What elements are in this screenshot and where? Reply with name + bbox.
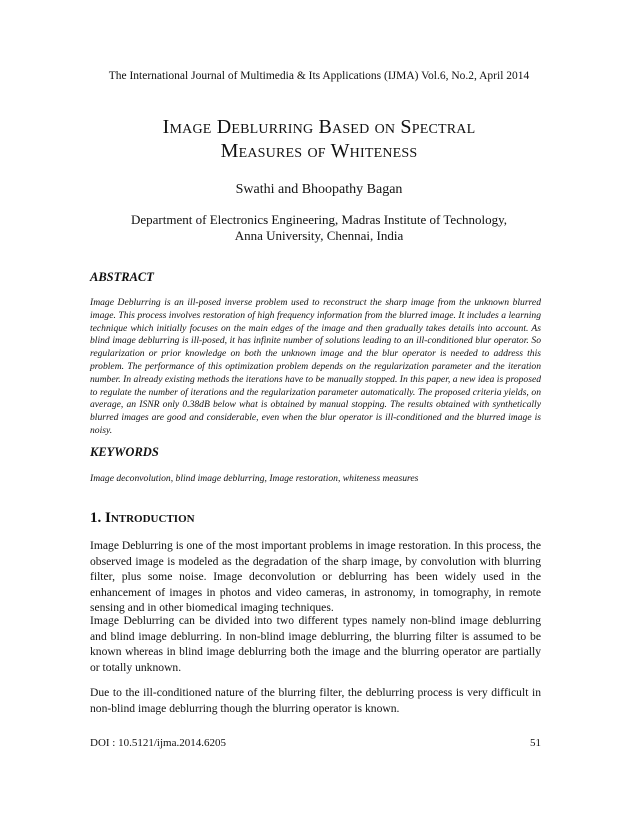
footer-doi: DOI : 10.5121/ijma.2014.6205 xyxy=(90,737,226,749)
abstract-heading: ABSTRACT xyxy=(90,270,154,284)
journal-header: The International Journal of Multimedia & Its Applications (IJMA) Vol.6, No.2, April 2014 xyxy=(108,70,530,82)
intro-paragraph-3: Due to the ill-conditioned nature of the blurring filter, the deblurring process is very difficult in non-blind image deblurring though the blurring operator is known. xyxy=(90,686,541,715)
introduction-heading: 1. Introduction xyxy=(90,510,195,526)
intro-paragraph-2: Image Deblurring can be divided into two different types namely non-blind image deblurring and blind image deblurring. In non-blind image deblurring, the blurring filter is assumed to be known whereas in blind image deblurring both the image and the blurring operator are partially or totally unknown. xyxy=(90,614,541,674)
affiliation-line-2: Anna University, Chennai, India xyxy=(234,228,404,243)
keywords-heading: KEYWORDS xyxy=(90,445,159,459)
paper-title xyxy=(0,115,638,163)
intro-paragraph-1: Image Deblurring is one of the most important problems in image restoration. In this process, the observed image is modeled as the degradation of the sharp image, by convolution with blurring filter, plus some noise. Image deconvolution or deblurring has been widely used in the enhancement of images in photos and video cameras, in astronomy, in tomography, in remote sensing and in other biomedical imaging techniques. xyxy=(90,539,541,615)
page-number: 51 xyxy=(530,737,541,749)
affiliation-line-1: Department of Electronics Engineering, Madras Institute of Technology, xyxy=(131,212,507,227)
keywords-text: Image deconvolution, blind image deblurring, Image restoration, whiteness measures xyxy=(90,473,419,484)
title-line-1: Image Deblurring Based on Spectral xyxy=(162,116,476,138)
affiliation xyxy=(0,212,638,244)
abstract-text: Image Deblurring is an ill-posed inverse problem used to reconstruct the sharp image from the unknown blurred image. This process involves restoration of high frequency information from the blurred image. It includes a learning technique which initially focuses on the main edges of the image and then gradually takes details into account. As blind image deblurring is ill-posed, it has infinite number of solutions leading to an ill-conditioned blur operator. So regularization or prior knowledge on both the unknown image and the blur operator is needed to address this problem. The performance of this optimization problem depends on the regularization parameter and the iteration number. In already existing methods the iterations have to be manually stopped. In this paper, a new idea is proposed to regulate the number of iterations and the regularization parameter automatically. The proposed criteria yields, on average, an ISNR only 0.38dB below what is obtained by manual stopping. The results obtained with synthetically blurred images are good and considerable, even when the blur operator is ill-conditioned and the blurred image is noisy. xyxy=(90,297,541,436)
title-line-2: Measures of Whiteness xyxy=(220,140,418,162)
authors: Swathi and Bhoopathy Bagan xyxy=(235,182,403,197)
